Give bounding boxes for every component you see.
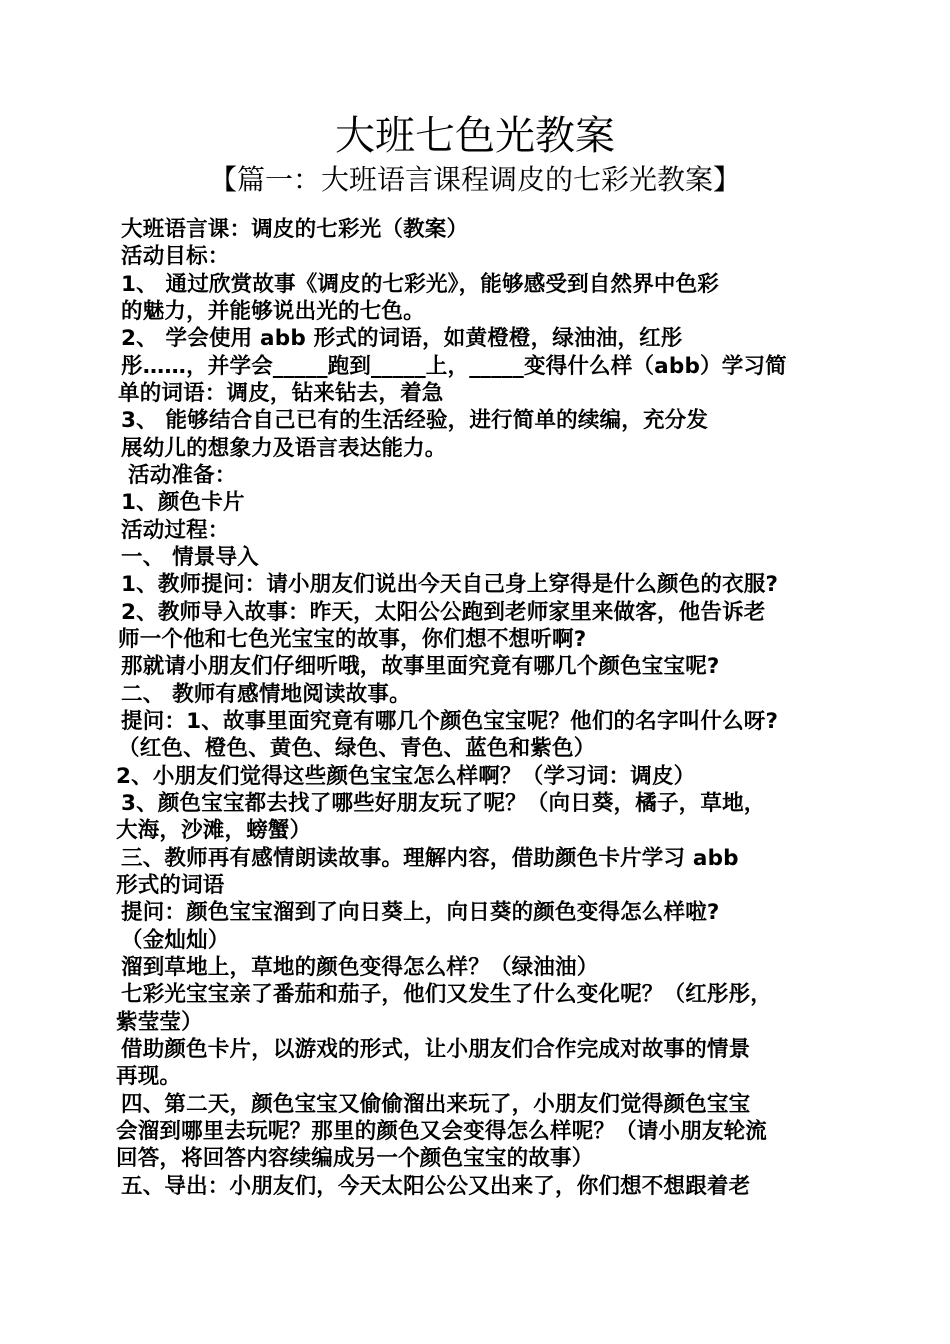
body-line: （金灿灿） — [121, 928, 230, 953]
document-subtitle: 【篇一：大班语言课程调皮的七彩光教案】 — [208, 163, 741, 196]
body-line: 再现。 — [116, 1064, 182, 1089]
body-line: 3、 能够结合自己已有的生活经验，进行简单的续编，充分发 — [121, 408, 709, 433]
body-line: 大班语言课：调皮的七彩光（教案） — [121, 217, 469, 242]
body-line: 二、 教师有感情地阅读故事。 — [121, 682, 411, 707]
body-line: 会溜到哪里去玩呢？那里的颜色又会变得怎么样呢？（请小朋友轮流 — [116, 1119, 768, 1144]
body-line: 师一个他和七色光宝宝的故事，你们想不想听啊? — [118, 627, 587, 652]
document-title: 大班七色光教案 — [335, 113, 615, 159]
body-line: 一、 情景导入 — [121, 545, 259, 570]
body-line: 单的词语：调皮，钻来钻去，着急 — [118, 381, 444, 406]
body-line: 七彩光宝宝亲了番茄和茄子，他们又发生了什么变化呢？（红彤彤， — [121, 982, 773, 1007]
body-line: 3、颜色宝宝都去找了哪些好朋友玩了呢？（向日葵，橘子，草地， — [121, 791, 766, 816]
body-line: （红色、橙色、黄色、绿色、青色、蓝色和紫色） — [118, 736, 596, 761]
body-line: 1、 通过欣赏故事《调皮的七彩光》，能够感受到自然界中色彩 — [121, 272, 719, 297]
body-line: 活动目标： — [121, 244, 230, 269]
body-line: 的魅力，并能够说出光的七色。 — [121, 299, 425, 324]
body-line: 展幼儿的想象力及语言表达能力。 — [121, 436, 447, 461]
body-line: 三、教师再有感情朗读故事。理解内容，借助颜色卡片学习 abb — [121, 846, 739, 871]
body-line: 1、颜色卡片 — [121, 490, 245, 515]
body-line: 2、教师导入故事：昨天，太阳公公跑到老师家里来做客，他告诉老 — [121, 600, 766, 625]
body-line: 回答，将回答内容续编成另一个颜色宝宝的故事） — [116, 1146, 594, 1171]
body-line: 1、教师提问：请小朋友们说出今天自己身上穿得是什么颜色的衣服? — [121, 572, 779, 597]
body-line: 五、导出：小朋友们，今天太阳公公又出来了，你们想不想跟着老 — [121, 1174, 751, 1199]
body-line: 提问：颜色宝宝溜到了向日葵上，向日葵的颜色变得怎么样啦? — [121, 900, 720, 925]
body-line: 形式的词语 — [116, 873, 225, 898]
body-line: 彤……，并学会_____跑到_____上，_____变得什么样（abb）学习简 — [121, 354, 787, 379]
body-line: 紫莹莹） — [116, 1010, 203, 1035]
body-line: 提问：1、故事里面究竟有哪几个颜色宝宝呢？他们的名字叫什么呀? — [121, 709, 779, 734]
body-line: 活动准备： — [128, 463, 237, 488]
body-line: 2、小朋友们觉得这些颜色宝宝怎么样啊？（学习词：调皮） — [116, 764, 696, 789]
body-line: 四、第二天，颜色宝宝又偷偷溜出来玩了，小朋友们觉得颜色宝宝 — [121, 1092, 751, 1117]
body-line: 大海，沙滩，螃蟹） — [116, 818, 312, 843]
body-line: 活动过程： — [121, 518, 230, 543]
body-line: 借助颜色卡片，以游戏的形式，让小朋友们合作完成对故事的情景 — [121, 1037, 751, 1062]
body-line: 那就请小朋友们仔细听哦，故事里面究竟有哪几个颜色宝宝呢? — [121, 654, 720, 679]
body-line: 2、 学会使用 abb 形式的词语，如黄橙橙，绿油油，红彤 — [121, 326, 683, 351]
body-line: 溜到草地上，草地的颜色变得怎么样？（绿油油） — [121, 955, 599, 980]
